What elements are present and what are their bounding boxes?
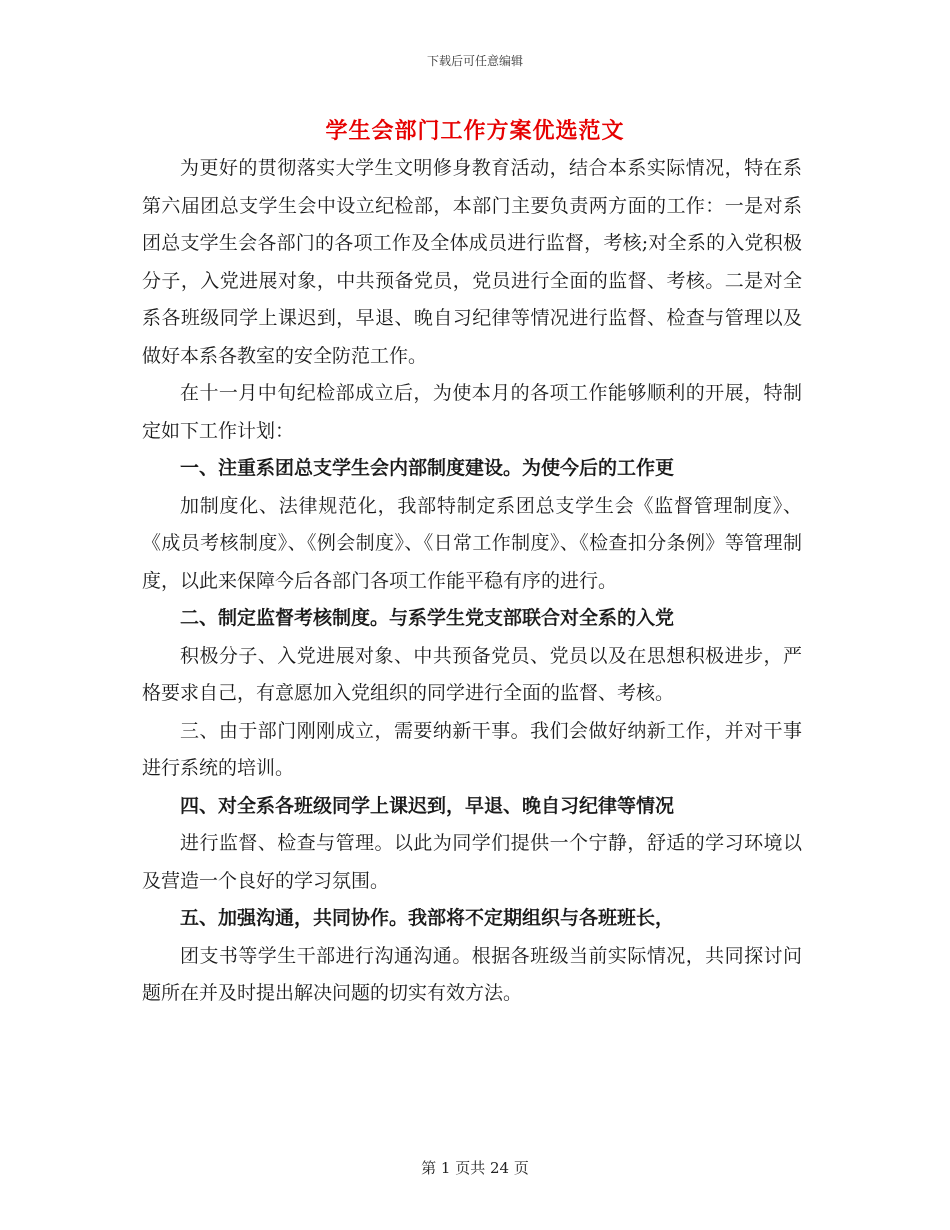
section-heading-1: 一、注重系团总支学生会内部制度建设。为使今后的工作更 xyxy=(180,457,675,479)
page-header-note: 下载后可任意编辑 xyxy=(426,54,523,68)
paragraph-intro: 为更好的贯彻落实大学生文明修身教育活动，结合本系实际情况，特在系第六届团总支学生会中设立纪检部，本部门主要负责两方面的工作：一是对系团总支学生会各部门的各项工作及全体成员进行监督，考核;对全系的入党积极分子，入党进展对象，中共预备党员，党员进行全面的监督、考核。二是对全系各班级同学上课迟到，早退、晚自习纪律等情况进行监督、检查与管理以及做好本系各教室的安全防范工作。 xyxy=(142,157,802,367)
section-heading-4: 四、对全系各班级同学上课迟到，早退、晚自习纪律等情况 xyxy=(180,794,675,817)
section-text-3: 三、由于部门刚刚成立，需要纳新干事。我们会做好纳新工作，并对干事进行系统的培训。 xyxy=(142,719,802,779)
section-heading-5: 五、加强沟通，共同协作。我部将不定期组织与各班班长， xyxy=(180,907,675,929)
section-heading-2: 二、制定监督考核制度。与系学生党支部联合对全系的入党 xyxy=(180,607,675,629)
document-title: 学生会部门工作方案优选范文 xyxy=(325,118,625,144)
section-text-5: 团支书等学生干部进行沟通沟通。根据各班级当前实际情况，共同探讨问题所在并及时提出解决问题的切实有效方法。 xyxy=(142,944,802,1004)
page-number: 第 1 页共 24 页 xyxy=(421,1159,529,1177)
paragraph-plan-intro: 在十一月中旬纪检部成立后，为使本月的各项工作能够顺利的开展，特制定如下工作计划： xyxy=(142,382,802,442)
section-text-4: 进行监督、检查与管理。以此为同学们提供一个宁静，舒适的学习环境以及营造一个良好的学习氛围。 xyxy=(142,832,802,892)
section-text-2: 积极分子、入党进展对象、中共预备党员、党员以及在思想积极进步，严格要求自己，有意愿加入党组织的同学进行全面的监督、考核。 xyxy=(142,644,802,704)
document-body xyxy=(142,150,802,1013)
section-text-1: 加制度化、法律规范化，我部特制定系团总支学生会《监督管理制度》、《成员考核制度》、《例会制度》、《日常工作制度》、《检查扣分条例》等管理制度，以此来保障今后各部门各项工作能平稳有序的进行。 xyxy=(142,494,802,592)
